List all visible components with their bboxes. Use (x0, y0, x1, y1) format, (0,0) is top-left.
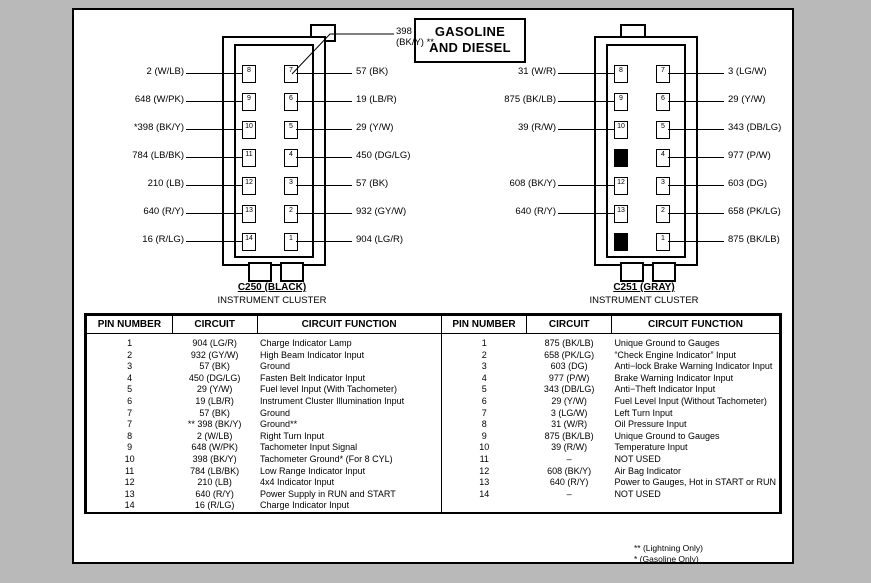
cell-pin-left: 1 (87, 334, 173, 350)
wire-label-left: 2 (W/LB) (146, 66, 184, 77)
cell-function-right: Anti−lock Brake Warning Indicator Input (611, 361, 779, 373)
cell-circuit-right: 29 (Y/W) (551, 395, 587, 406)
cell-pin-right (441, 500, 527, 512)
pin-c250-11: 11 (242, 149, 256, 167)
pin-c251-3: 3 (656, 177, 670, 195)
wire-label-right: 603 (DG) (728, 178, 768, 189)
cell-circuit-right: 875 (BK/LB) (544, 430, 594, 441)
cell-circuit-left: 398 (BK/Y) (192, 453, 237, 464)
wire-label-left: 16 (R/LG) (142, 234, 184, 245)
cell-function-left: Ground (257, 408, 441, 420)
wire-label-right: 343 (DB/LG) (728, 122, 782, 133)
table-header-row (87, 316, 780, 334)
pin-c251-14-unused (614, 233, 628, 251)
leader-line (186, 129, 242, 130)
wire-label-left: 39 (R/W) (518, 122, 556, 133)
cell-function-right: Anti−Theft Indicator Input (611, 384, 779, 396)
cell-function-right: Left Turn Input (611, 408, 779, 420)
leader-line (668, 129, 724, 130)
table-row (87, 361, 780, 373)
pin-c251-4: 4 (656, 149, 670, 167)
leader-line (296, 101, 352, 102)
connector-subtitle-c250: INSTRUMENT CLUSTER (217, 295, 327, 306)
cell-function-left: Fasten Belt Indicator Input (257, 373, 441, 385)
leader-line (558, 213, 614, 214)
table-row (87, 477, 780, 489)
leader-line (186, 73, 242, 74)
pin-c250-1: 1 (284, 233, 298, 251)
cell-circuit-left: 19 (LB/R) (195, 395, 234, 406)
cell-circuit-right: – (566, 488, 572, 499)
connector-bottom-tab-left (620, 262, 644, 282)
diagram-sheet (72, 8, 794, 564)
cell-function-right: Temperature Input (611, 442, 779, 454)
wire-label-left: 875 (BK/LB) (504, 94, 556, 105)
cell-function-left: Ground** (257, 419, 441, 431)
pin-c251-6: 6 (656, 93, 670, 111)
table-row (87, 396, 780, 408)
pin-c250-14: 14 (242, 233, 256, 251)
wire-label-left: 648 (W/PK) (134, 94, 184, 105)
cell-circuit-left: 648 (W/PK) (191, 442, 238, 453)
leader-line (296, 185, 352, 186)
title-line-2: AND DIESEL (429, 40, 511, 56)
table-body (87, 334, 780, 512)
table-row (87, 431, 780, 443)
cell-function-right: NOT USED (611, 454, 779, 466)
cell-pin-left: 11 (87, 466, 173, 478)
connector-bottom-tab-right (280, 262, 304, 282)
cell-pin-right: 14 (479, 488, 490, 499)
connector-bottom-tab-left (248, 262, 272, 282)
cell-circuit-right: – (566, 453, 572, 464)
leader-line (668, 185, 724, 186)
cell-pin-right: 7 (481, 407, 487, 418)
cell-function-right: “Check Engine Indicator” Input (611, 350, 779, 362)
wire-label-left: 31 (W/R) (518, 66, 556, 77)
cell-circuit-left: 450 (DG/LG) (188, 372, 241, 383)
cell-circuit-right: 608 (BK/Y) (547, 465, 592, 476)
pin-c250-3: 3 (284, 177, 298, 195)
cell-circuit-right: 3 (LG/W) (550, 407, 588, 418)
table-row (87, 334, 780, 350)
cell-pin-left: 13 (87, 489, 173, 501)
cell-pin-right: 3 (481, 361, 487, 372)
th-circuit-left: CIRCUIT (172, 316, 257, 334)
wire-label-right: 19 (LB/R) (356, 94, 397, 105)
leader-line (668, 101, 724, 102)
cell-circuit-right: 875 (BK/LB) (544, 338, 594, 348)
leader-line (186, 101, 242, 102)
cell-function-right: NOT USED (611, 489, 779, 501)
cell-function-left: Charge Indicator Lamp (257, 334, 441, 350)
table-row (87, 384, 780, 396)
cell-pin-left: 9 (87, 442, 173, 454)
connector-name-c251: C251 (GRAY) (613, 282, 675, 293)
cell-circuit-right (527, 500, 612, 512)
title-line-1: GASOLINE (434, 24, 506, 39)
wire-label-right: 57 (BK) (356, 178, 389, 189)
th-function-left: CIRCUIT FUNCTION (257, 316, 441, 334)
cell-function-left: Right Turn Input (257, 431, 441, 443)
cell-circuit-left: 2 (W/LB) (196, 430, 233, 441)
wire-label-left: 210 (LB) (147, 178, 184, 189)
wire-label-left: 640 (R/Y) (143, 206, 184, 217)
cell-circuit-left: 932 (GY/W) (190, 349, 239, 360)
table-row (87, 408, 780, 420)
cell-function-right: Air Bag Indicator (611, 466, 779, 478)
cell-circuit-left: 904 (LG/R) (192, 338, 237, 348)
leader-line (296, 213, 352, 214)
wire-label-right: 57 (BK) (356, 66, 389, 77)
cell-circuit-right: 603 (DG) (550, 361, 588, 372)
pin-c251-10: 10 (614, 121, 628, 139)
wire-label-right: 932 (GY/W) (356, 206, 407, 217)
cell-function-right: Fuel Level Input (Without Tachometer) (611, 396, 779, 408)
cell-pin-left: 8 (87, 431, 173, 443)
wire-label-left: 784 (LB/BK) (132, 150, 184, 161)
footnote-2: * (Gasoline Only) (634, 554, 699, 564)
cell-pin-right: 13 (479, 477, 490, 488)
cell-pin-left: 2 (87, 350, 173, 362)
table-row (87, 466, 780, 478)
leader-line (558, 129, 614, 130)
leader-line (668, 73, 724, 74)
cell-function-right (611, 500, 779, 512)
cell-function-left: Ground (257, 361, 441, 373)
top-callout-line (290, 28, 400, 78)
connector-name-c250: C250 (BLACK) (237, 282, 307, 293)
cell-function-left: Low Range Indicator Input (257, 466, 441, 478)
pin-c251-8: 8 (614, 65, 628, 83)
footnote-1: ** (Lightning Only) (634, 543, 703, 553)
wire-label-left: 640 (R/Y) (515, 206, 556, 217)
cell-pin-right: 8 (481, 419, 487, 430)
wire-label-right: 450 (DG/LG) (356, 150, 411, 161)
cell-circuit-right: 658 (PK/LG) (544, 349, 595, 360)
table-row (87, 419, 780, 431)
pin-c251-1: 1 (656, 233, 670, 251)
cell-circuit-right: 31 (W/R) (551, 419, 588, 430)
cell-pin-left: 4 (87, 373, 173, 385)
pin-c251-12: 12 (614, 177, 628, 195)
pin-c250-6: 6 (284, 93, 298, 111)
wire-label-left: 608 (BK/Y) (509, 178, 556, 189)
pin-c250-7: 7 (284, 65, 298, 83)
footnotes (634, 543, 703, 565)
wire-label-right: 904 (LG/R) (356, 234, 403, 245)
cell-circuit-right: 640 (R/Y) (549, 477, 589, 488)
leader-line (296, 157, 352, 158)
pin-c251-13: 13 (614, 205, 628, 223)
cell-pin-left: 14 (87, 500, 173, 512)
th-pin-number-right: PIN NUMBER (441, 316, 527, 334)
cell-function-left: Tachometer Ground* (For 8 CYL) (257, 454, 441, 466)
cell-pin-left: 7 (87, 408, 173, 420)
cell-circuit-left: 57 (BK) (199, 407, 230, 418)
cell-pin-right: 9 (481, 430, 487, 441)
table-row (87, 442, 780, 454)
cell-circuit-right: 39 (R/W) (551, 442, 588, 453)
cell-pin-right: 11 (479, 453, 489, 464)
connector-subtitle-c251: INSTRUMENT CLUSTER (589, 295, 699, 306)
cell-function-left: Charge Indicator Input (257, 500, 441, 512)
cell-function-left: High Beam Indicator Input (257, 350, 441, 362)
cell-circuit-right: 343 (DB/LG) (543, 384, 595, 395)
table-row (87, 373, 780, 385)
wire-label-left: *398 (BK/Y) (133, 122, 184, 133)
leader-line (296, 241, 352, 242)
cell-pin-right: 2 (481, 349, 487, 360)
cell-function-right: Unique Ground to Gauges (611, 431, 779, 443)
cell-function-left: Power Supply in RUN and START (257, 489, 441, 501)
table-row (87, 350, 780, 362)
cell-circuit-left: 16 (R/LG) (194, 500, 235, 511)
th-pin-number-left: PIN NUMBER (87, 316, 173, 334)
pinout-table (84, 313, 782, 514)
wire-label-right: 977 (P/W) (728, 150, 771, 161)
cell-function-left: Instrument Cluster Illumination Input (257, 396, 441, 408)
table-row (87, 500, 780, 512)
pin-c250-4: 4 (284, 149, 298, 167)
cell-circuit-left: 29 (Y/W) (196, 384, 233, 395)
cell-circuit-left: 640 (R/Y) (195, 488, 234, 499)
wire-label-top: 398 (BK/Y) ** (396, 26, 435, 48)
wire-label-right: 658 (PK/LG) (728, 206, 781, 217)
cell-pin-right: 1 (481, 338, 487, 348)
cell-pin-right: 5 (481, 384, 487, 395)
table-row (87, 489, 780, 501)
leader-line (186, 213, 242, 214)
cell-pin-right: 12 (479, 465, 490, 476)
wire-label-right: 29 (Y/W) (356, 122, 394, 133)
cell-circuit-right: 977 (P/W) (548, 372, 590, 383)
cell-pin-right: 4 (481, 372, 487, 383)
cell-function-left: 4x4 Indicator Input (257, 477, 441, 489)
pin-c250-12: 12 (242, 177, 256, 195)
pin-c251-5: 5 (656, 121, 670, 139)
pin-c250-2: 2 (284, 205, 298, 223)
cell-circuit-left: ** 398 (BK/Y) (187, 419, 242, 430)
leader-line (186, 185, 242, 186)
pin-c251-11-unused (614, 149, 628, 167)
pin-c251-2: 2 (656, 205, 670, 223)
cell-function-right: Unique Ground to Gauges (611, 334, 779, 350)
pin-c251-9: 9 (614, 93, 628, 111)
cell-pin-left: 7 (87, 419, 173, 431)
wire-label-right: 875 (BK/LB) (728, 234, 780, 245)
cell-circuit-left: 784 (LB/BK) (190, 465, 240, 476)
pin-c250-9: 9 (242, 93, 256, 111)
cell-circuit-left: 57 (BK) (199, 361, 230, 372)
th-circuit-right: CIRCUIT (527, 316, 612, 334)
leader-line (558, 101, 614, 102)
table-row (87, 454, 780, 466)
pin-c250-13: 13 (242, 205, 256, 223)
cell-pin-left: 6 (87, 396, 173, 408)
pin-c250-8: 8 (242, 65, 256, 83)
leader-line (668, 157, 724, 158)
cell-pin-left: 5 (87, 384, 173, 396)
pin-c251-7: 7 (656, 65, 670, 83)
leader-line (186, 157, 242, 158)
pin-c250-5: 5 (284, 121, 298, 139)
pin-c250-10: 10 (242, 121, 256, 139)
pinout-table-grid (86, 315, 780, 512)
leader-line (558, 73, 614, 74)
connector-bottom-tab-right (652, 262, 676, 282)
cell-function-right: Brake Warning Indicator Input (611, 373, 779, 385)
wire-label-right: 3 (LG/W) (728, 66, 767, 77)
cell-pin-left: 12 (87, 477, 173, 489)
cell-pin-left: 10 (87, 454, 173, 466)
cell-pin-left: 3 (87, 361, 173, 373)
leader-line (668, 213, 724, 214)
cell-function-right: Power to Gauges, Hot in START or RUN (611, 477, 779, 489)
leader-line (186, 241, 242, 242)
cell-function-left: Fuel level Input (With Tachometer) (257, 384, 441, 396)
leader-line (558, 185, 614, 186)
leader-line (668, 241, 724, 242)
cell-circuit-left: 210 (LB) (197, 477, 232, 488)
cell-pin-right: 10 (479, 442, 490, 453)
cell-function-right: Oil Pressure Input (611, 419, 779, 431)
th-function-right: CIRCUIT FUNCTION (611, 316, 779, 334)
leader-line (296, 129, 352, 130)
cell-function-left: Tachometer Input Signal (257, 442, 441, 454)
wire-label-right: 29 (Y/W) (728, 94, 766, 105)
cell-pin-right: 6 (481, 395, 487, 406)
